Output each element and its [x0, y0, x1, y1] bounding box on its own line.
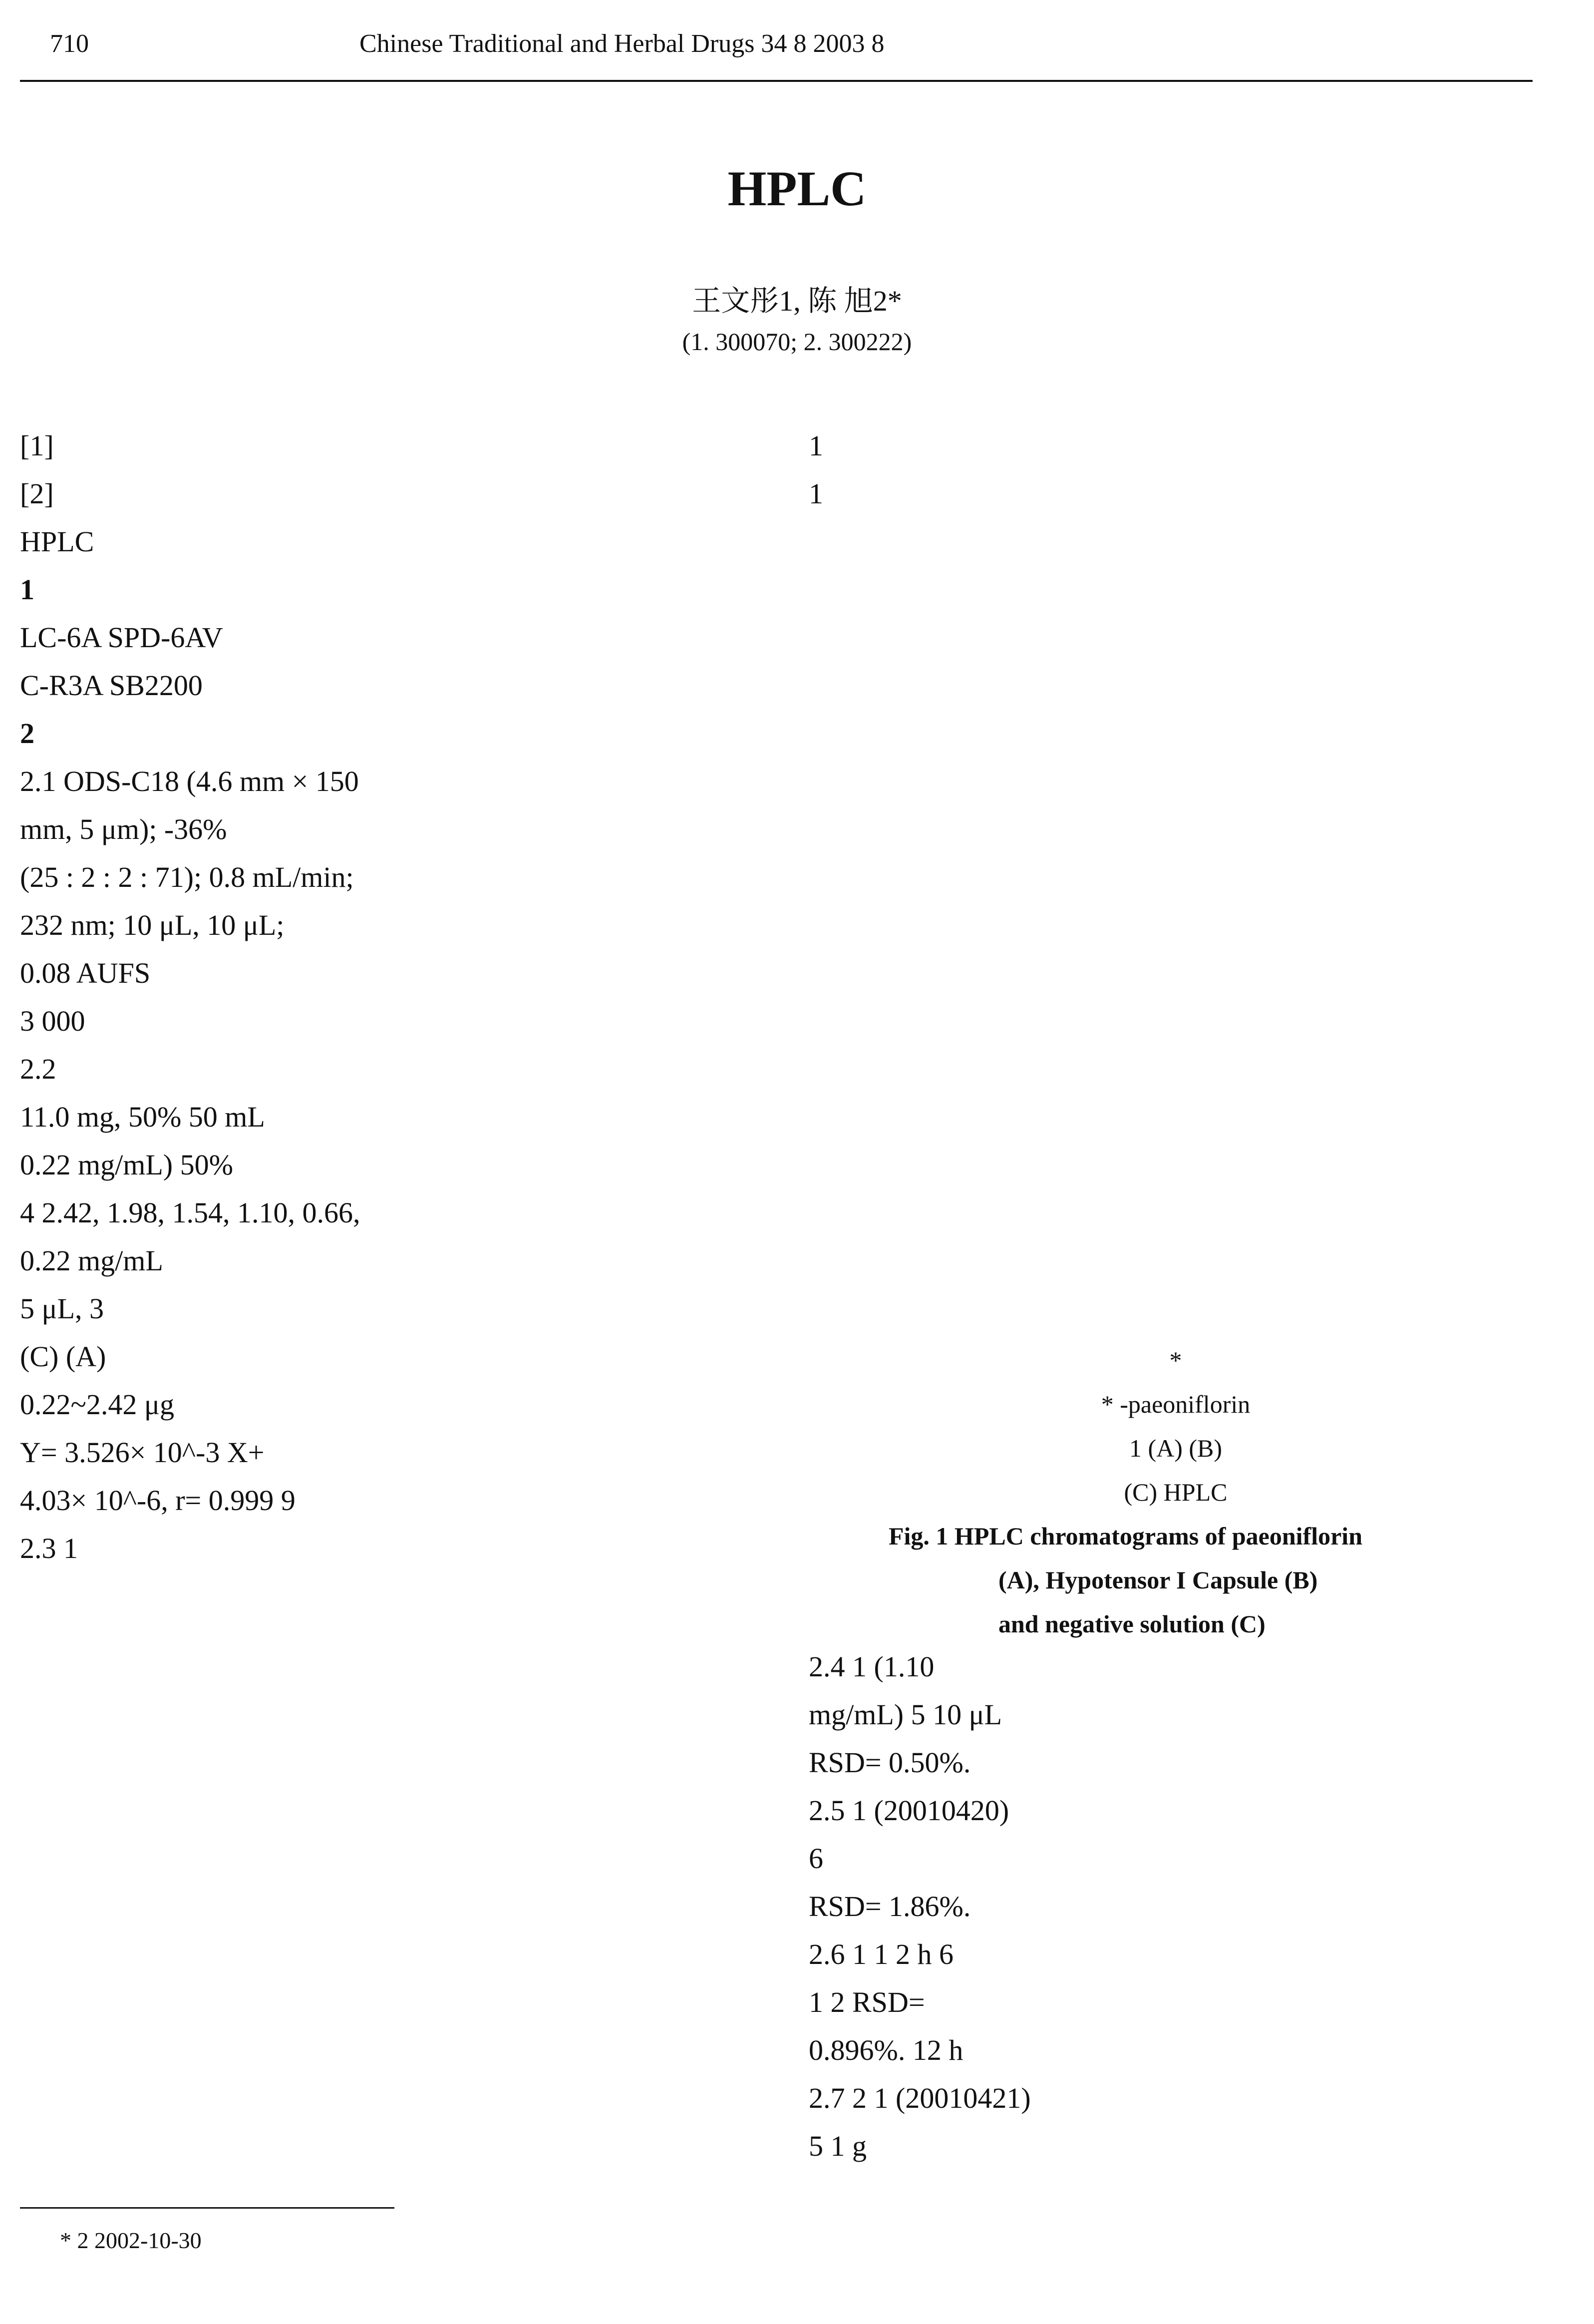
body-text-line: 2.6 1 1 2 h 6 — [809, 1938, 954, 1970]
body-text-line: 0.22 mg/mL — [20, 1244, 163, 1277]
page-header — [20, 20, 1533, 82]
body-text-line: 2.7 2 1 (20010421) — [809, 2082, 1031, 2114]
body-text-line: Y= 3.526× 10^-3 X+ — [20, 1436, 265, 1469]
body-text-line: LC-6A SPD-6AV — [20, 621, 223, 654]
body-text-line: 0.896%. 12 h — [809, 2034, 963, 2066]
figure-note: * -paeoniflorin — [1101, 1390, 1251, 1418]
body-text-line: mg/mL) 5 10 μL — [809, 1698, 1002, 1731]
body-text-line: 5 1 g — [809, 2130, 867, 2162]
body-text-line: C-R3A SB2200 — [20, 669, 203, 702]
body-text-line: 1 2 RSD= — [809, 1986, 925, 2018]
figure-caption-cn: (C) HPLC — [1124, 1478, 1228, 1506]
body-text-line: 1 — [809, 429, 823, 462]
body-text-line: 2.4 1 (1.10 — [809, 1650, 935, 1683]
section-heading: 1 — [20, 573, 34, 606]
body-text-line: 0.22 mg/mL) 50% — [20, 1149, 233, 1181]
body-text-line: 2.1 ODS-C18 (4.6 mm × 150 — [20, 765, 359, 797]
body-text-line: (C) (A) — [20, 1340, 106, 1373]
body-text-line: [2] — [20, 477, 54, 510]
affiliation-line: (1. 300070; 2. 300222) — [682, 328, 912, 356]
author-line: 王文彤1, 陈 旭2* — [692, 285, 902, 317]
body-text-line: 0.22~2.42 μg — [20, 1388, 174, 1421]
body-text-line: 2.5 1 (20010420) — [809, 1794, 1009, 1827]
body-text-line: 2.2 — [20, 1053, 56, 1085]
right-column-bottom — [809, 1643, 1543, 2170]
body-text-line: 4 2.42, 1.98, 1.54, 1.10, 0.66, — [20, 1196, 360, 1229]
left-column — [20, 422, 749, 1572]
body-text-line: 3 000 — [20, 1005, 85, 1037]
body-text-line: (25 : 2 : 2 : 71); 0.8 mL/min; — [20, 861, 354, 893]
body-text-line: 2.3 1 — [20, 1532, 78, 1564]
footnote: * 2 2002-10-30 — [60, 2228, 202, 2253]
body-text-line: RSD= 1.86%. — [809, 1890, 971, 1923]
figure-caption-block — [809, 1338, 1543, 1646]
right-column-top — [809, 422, 1543, 518]
body-text-line: 232 nm; 10 μL, 10 μL; — [20, 909, 285, 941]
body-text-line: RSD= 0.50%. — [809, 1746, 971, 1779]
journal-running-title: Chinese Traditional and Herbal Drugs 34 8 2003 8 — [359, 29, 885, 58]
body-text-line: 6 — [809, 1842, 823, 1875]
body-text-line: HPLC — [20, 525, 94, 558]
body-text-line: [1] — [20, 429, 54, 462]
page-number: 710 — [50, 29, 89, 58]
figure-caption-cn: 1 (A) (B) — [1129, 1434, 1223, 1462]
body-text-line: 5 μL, 3 — [20, 1292, 104, 1325]
article-title: HPLC — [727, 161, 867, 216]
body-text-line: 4.03× 10^-6, r= 0.999 9 — [20, 1484, 296, 1517]
body-text-line: 11.0 mg, 50% 50 mL — [20, 1101, 265, 1133]
figure-note: * — [1169, 1346, 1182, 1374]
figure-caption-en: Fig. 1 HPLC chromatograms of paeoniflorin — [889, 1522, 1362, 1550]
body-text-line: 1 — [809, 477, 823, 510]
body-text-line: mm, 5 μm); -36% — [20, 813, 227, 845]
body-text-line: 0.08 AUFS — [20, 957, 151, 989]
figure-caption-en: (A), Hypotensor I Capsule (B) — [998, 1566, 1318, 1594]
figure-caption-en: and negative solution (C) — [998, 1610, 1266, 1638]
section-heading: 2 — [20, 717, 34, 750]
footnote-rule — [20, 2207, 394, 2209]
